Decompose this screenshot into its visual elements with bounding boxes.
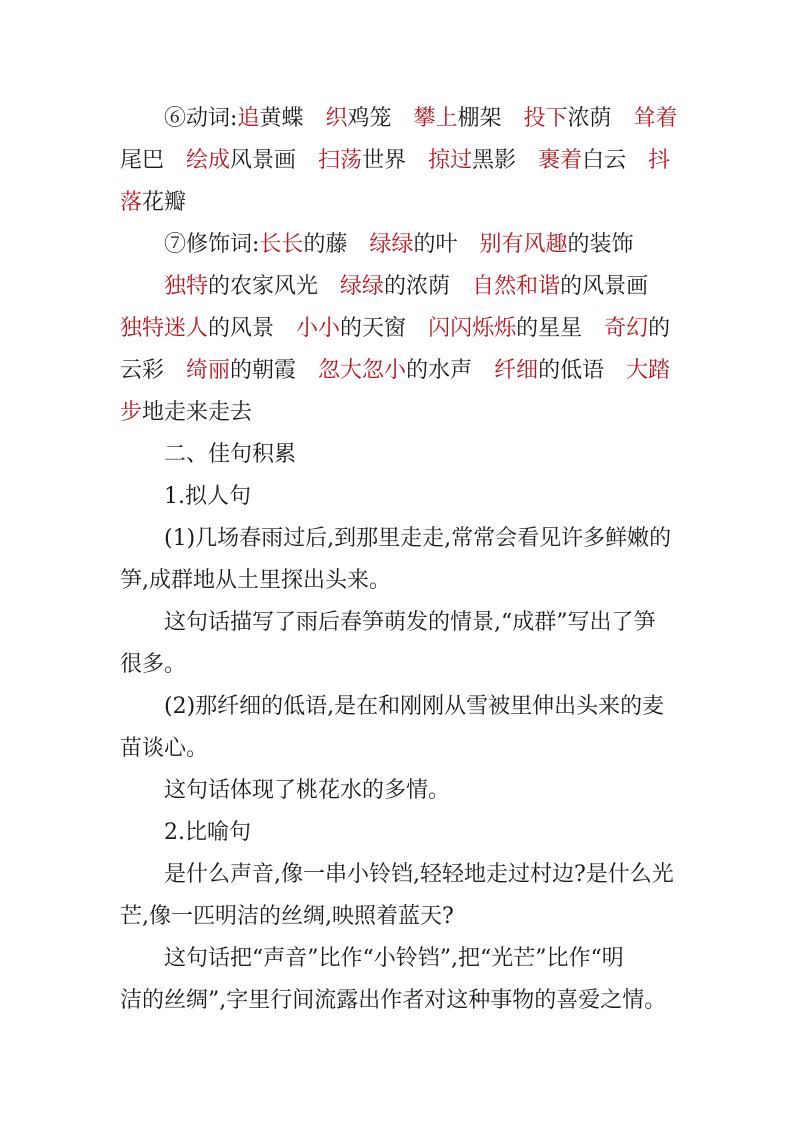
verb-text: 尾巴 (120, 148, 165, 173)
comment-2-line-1: 这句话体现了桃花水的多情。 (164, 778, 451, 803)
modifier-text: 的叶 (413, 232, 458, 257)
metaphor-comment-line-1: 这句话把“声音”比作“小铃铛”,把“光芒”比作“明 (164, 946, 624, 971)
modifier-highlight: 闪闪烁烁 (428, 316, 517, 341)
metaphor-comment-line-2: 洁的丝绸”,字里行间流露出作者对这种事物的喜爱之情。 (120, 988, 667, 1013)
modifier-text: 的风景 (208, 316, 275, 341)
modifier-highlight: 长长 (259, 232, 304, 257)
modifier-text: 的农家风光 (208, 274, 319, 299)
modifier-highlight: 奇幻 (604, 316, 649, 341)
section-title: 二、佳句积累 (164, 442, 297, 467)
modifier-text: 的 (648, 316, 671, 341)
verb-text: 白云 (582, 148, 627, 173)
personification-heading: 1.拟人句 (164, 484, 251, 509)
modifier-text: 的低语 (538, 358, 605, 383)
verbs-line-2 (120, 146, 670, 176)
modifier-text: 的朝霞 (230, 358, 297, 383)
verb-highlight: 抖 (648, 148, 671, 173)
modifier-highlight: 绿绿 (340, 274, 385, 299)
metaphor-sentence-line-1: 是什么声音,像一串小铃铛,轻轻地走过村边?是什么光 (164, 862, 674, 887)
modifier-text: 的藤 (303, 232, 348, 257)
modifier-highlight: 步 (120, 400, 143, 425)
modifier-highlight: 绿绿 (369, 232, 414, 257)
modifiers-line-3 (120, 314, 670, 344)
verb-text: 黄蝶 (259, 106, 304, 131)
modifier-highlight: 别有风趣 (479, 232, 568, 257)
modifier-text: 的风景画 (560, 274, 649, 299)
sentence-1-line-1: (1)几场春雨过后,到那里走走,常常会看见许多鲜嫩的 (164, 526, 672, 551)
modifier-text: 地走来走去 (142, 400, 253, 425)
verb-highlight: 裹着 (538, 148, 583, 173)
verb-highlight: 扫荡 (318, 148, 363, 173)
modifiers-line-1 (164, 230, 634, 260)
verb-text: 花瓣 (142, 190, 187, 215)
sentence-2-line-1: (2)那纤细的低语,是在和刚刚从雪被里伸出头来的麦 (164, 694, 665, 719)
sentence-2-line-2: 苗谈心。 (120, 736, 209, 761)
sentence-1-line-2: 笋,成群地从土里探出头来。 (120, 568, 391, 593)
comment-1-line-2: 很多。 (120, 652, 187, 677)
verb-highlight: 掠过 (428, 148, 473, 173)
metaphor-heading: 2.比喻句 (164, 820, 251, 845)
modifier-highlight: 绮丽 (186, 358, 231, 383)
modifiers-line-4 (120, 356, 670, 386)
verbs-line-3 (120, 188, 186, 218)
modifier-text: 的浓荫 (384, 274, 451, 299)
modifiers-line-2 (164, 272, 648, 302)
verb-text: 风景画 (230, 148, 297, 173)
modifier-highlight: 忽大忽小 (318, 358, 407, 383)
modifier-highlight: 纤细 (494, 358, 539, 383)
verb-highlight: 耸着 (633, 106, 678, 131)
verb-text: 浓荫 (567, 106, 612, 131)
verb-highlight: 落 (120, 190, 143, 215)
verbs-line-1 (164, 104, 678, 134)
verb-text: 棚架 (457, 106, 502, 131)
modifier-text: 云彩 (120, 358, 165, 383)
modifier-text: 的天窗 (340, 316, 407, 341)
modifiers-line-5 (120, 398, 252, 428)
verb-highlight: 攀上 (413, 106, 458, 131)
modifier-text: 的星星 (516, 316, 583, 341)
verbs-label: ⑥动词: (164, 106, 238, 131)
modifier-highlight: 自然和谐 (472, 274, 561, 299)
verb-text: 黑影 (472, 148, 517, 173)
modifier-text: 的水声 (406, 358, 473, 383)
metaphor-sentence-line-2: 芒,像一匹明洁的丝绸,映照着蓝天? (120, 904, 454, 929)
verb-text: 鸡笼 (347, 106, 392, 131)
verb-highlight: 追 (237, 106, 260, 131)
modifier-highlight: 独特迷人 (120, 316, 209, 341)
verb-highlight: 织 (325, 106, 348, 131)
verb-highlight: 投下 (523, 106, 568, 131)
modifiers-label: ⑦修饰词: (164, 232, 260, 257)
modifier-highlight: 小小 (296, 316, 341, 341)
modifier-text: 的装饰 (567, 232, 634, 257)
verb-text: 世界 (362, 148, 407, 173)
verb-highlight: 绘成 (186, 148, 231, 173)
modifier-highlight: 大踏 (626, 358, 671, 383)
comment-1-line-1: 这句话描写了雨后春笋萌发的情景,“成群”写出了笋 (164, 610, 656, 635)
modifier-highlight: 独特 (164, 274, 209, 299)
